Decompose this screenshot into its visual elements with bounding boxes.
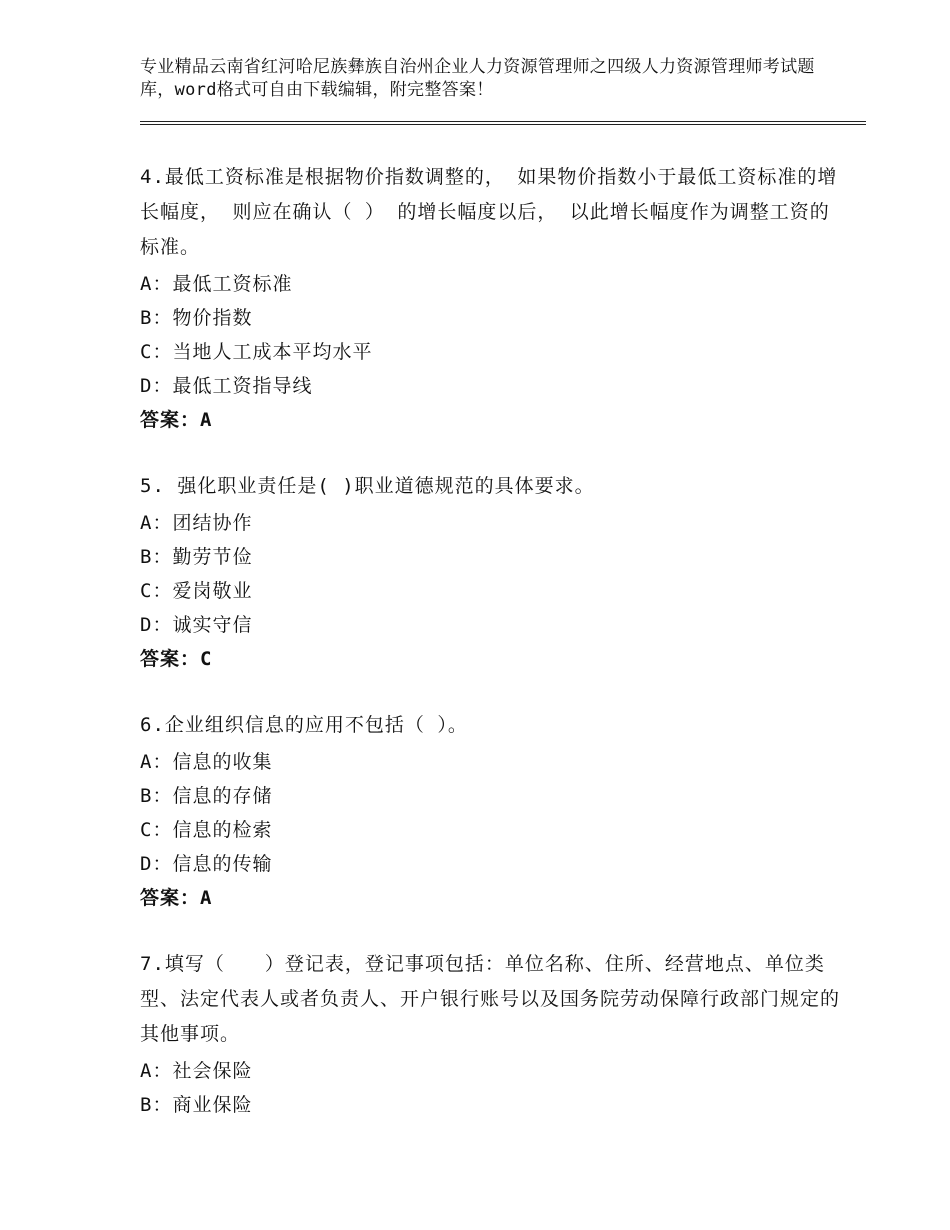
option-d: D：最低工资指导线 [140,375,313,397]
option-b: B：物价指数 [140,307,253,329]
option-c: C：爱岗敬业 [140,580,253,602]
question-5 [140,469,840,676]
option-b: B：勤劳节俭 [140,546,253,568]
option-d: D：诚实守信 [140,614,253,636]
question-4 [140,160,840,437]
question-stem: 7.填写（ ）登记表，登记事项包括：单位名称、住所、经营地点、单位类型、法定代表人或者负责人、开户银行账号以及国务院劳动保障行政部门规定的其他事项。 [140,953,841,1045]
option-a: A：社会保险 [140,1060,253,1082]
option-a: A：最低工资标准 [140,273,293,295]
option-a: A：团结协作 [140,512,253,534]
question-6 [140,708,840,915]
option-b: B：商业保险 [140,1094,253,1116]
answer-line: 答案：A [140,409,213,431]
document-header: 专业精品云南省红河哈尼族彝族自治州企业人力资源管理师之四级人力资源管理师考试题库，word格式可自由下载编辑，附完整答案！ [140,57,815,100]
question-stem: 4.最低工资标准是根据物价指数调整的， 如果物价指数小于最低工资标准的增长幅度， 则应在确认（ ） 的增长幅度以后， 以此增长幅度作为调整工资的标准。 [140,166,838,258]
answer-line: 答案：A [140,887,213,909]
option-a: A：信息的收集 [140,751,273,773]
header-divider [140,121,866,125]
answer-line: 答案：C [140,648,213,670]
question-stem: 5. 强化职业责任是( )职业道德规范的具体要求。 [140,475,595,497]
question-list [140,160,840,1154]
question-7 [140,947,840,1122]
option-c: C：信息的检索 [140,819,273,841]
option-b: B：信息的存储 [140,785,273,807]
option-d: D：信息的传输 [140,853,273,875]
question-stem: 6.企业组织信息的应用不包括（ ）。 [140,714,468,736]
option-c: C：当地人工成本平均水平 [140,341,373,363]
